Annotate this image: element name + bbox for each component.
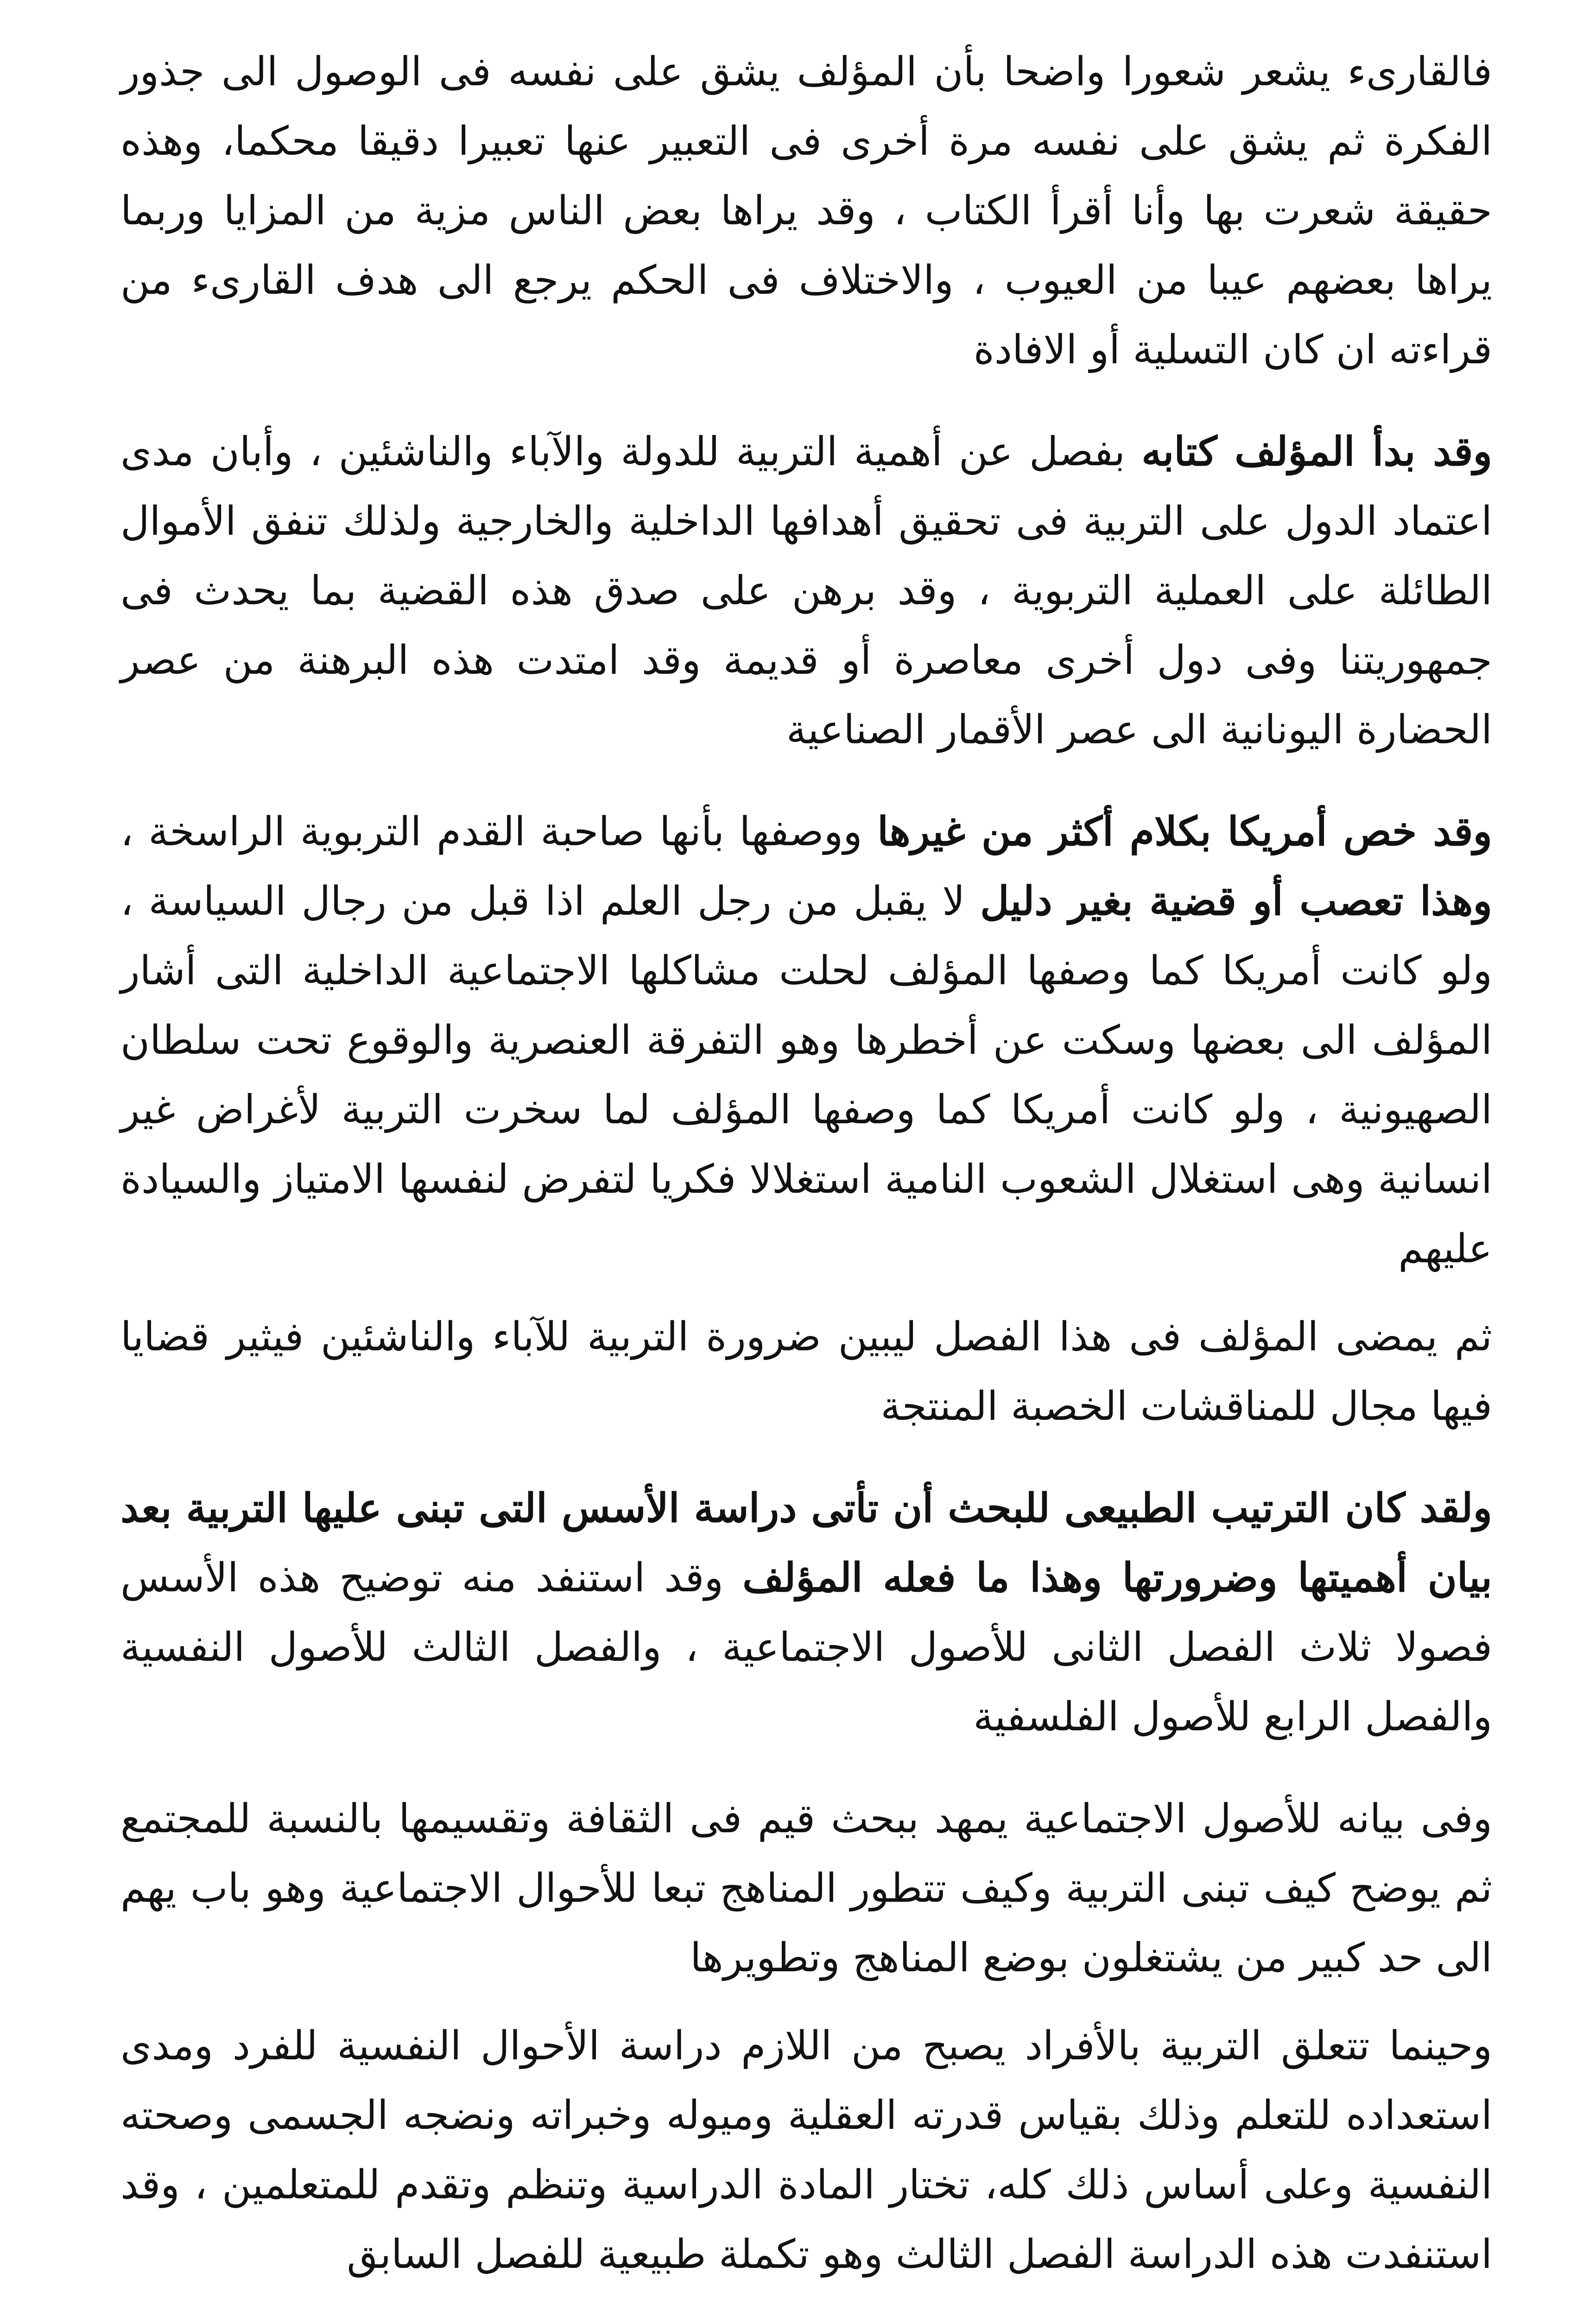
paragraph-3-lead-2: وهذا تعصب أو قضية بغير دليل <box>980 878 1492 924</box>
paragraph-2 <box>120 417 1492 765</box>
paragraph-6-text: وفى بيانه للأصول الاجتماعية يمهد ببحث قيم فى الثقافة وتقسيمها بالنسبة للمجتمع ثم يوضح كيف تبنى التربية وكيف تتطور المناهج تبعا للأحوال الاجتماعية وهو باب يهم الى حد كبير من يشتغلون بوضع المناهج وتطويرها <box>120 1796 1492 1981</box>
paragraph-5 <box>120 1474 1492 1752</box>
paragraph-3-text-2: لا يقبل من رجل العلم اذا قبل من رجال السياسة ، ولو كانت أمريكا كما وصفها المؤلف لحلت مشاكلها الاجتماعية الداخلية التى أشار المؤلف الى بعضها وسكت عن أخطرها وهو التفرقة العنصرية والوقوع تحت سلطان الصهيونية ، ولو كانت أمريكا كما وصفها المؤلف لما سخرت التربية لأغراض غير انسانية وهى استغلال الشعوب النامية استغلالا فكريا لتفرض لنفسها الامتياز والسيادة عليهم <box>120 878 1492 1272</box>
paragraph-3-text: ووصفها بأنها صاحبة القدم التربوية الراسخة ، <box>120 809 878 855</box>
paragraph-3-lead: وقد خص أمريكا بكلام أكثر من غيرها <box>877 808 1492 855</box>
paragraph-2-lead: وقد بدأ المؤلف كتابه <box>1141 428 1492 475</box>
paragraph-6 <box>120 1784 1492 1993</box>
document-page <box>120 37 1492 2317</box>
paragraph-4-text: ثم يمضى المؤلف فى هذا الفصل ليبين ضرورة التربية للآباء والناشئين فيثير قضايا فيها مجال للمناقشات الخصبة المنتجة <box>120 1314 1492 1430</box>
paragraph-1-text: فالقارىء يشعر شعورا واضحا بأن المؤلف يشق على نفسه فى الوصول الى جذور الفكرة ثم يشق على نفسه مرة أخرى فى التعبير عنها تعبيرا دقيقا محكما، وهذه حقيقة شعرت بها وأنا أقرأ الكتاب ، وقد يراها بعض الناس مزية من المزايا وربما يراها بعضهم عيبا من العيوب ، والاختلاف فى الحكم يرجع الى هدف القارىء من قراءته ان كان التسلية أو الافادة <box>120 49 1492 373</box>
paragraph-5-text: وقد استنفد منه توضيح هذه الأسس فصولا ثلاث الفصل الثانى للأصول الاجتماعية ، والفصل الثالث للأصول النفسية والفصل الرابع للأصول الفلسفية <box>120 1555 1492 1740</box>
paragraph-2-text: بفصل عن أهمية التربية للدولة والآباء والناشئين ، وأبان مدى اعتماد الدول على التربية فى تحقيق أهدافها الداخلية والخارجية ولذلك تنفق الأموال الطائلة على العملية التربوية ، وقد برهن على صدق هذه القضية بما يحدث فى جمهوريتنا وفى دول أخرى معاصرة أو قديمة وقد امتدت هذه البرهنة من عصر الحضارة اليونانية الى عصر الأقمار الصناعية <box>120 429 1492 753</box>
paragraph-1 <box>120 37 1492 385</box>
paragraph-4 <box>120 1302 1492 1441</box>
paragraph-5-lead: ولقد كان الترتيب الطبيعى للبحث أن تأتى دراسة الأسس التى تبنى عليها التربية بعد بيان أهميتها وضرورتها وهذا ما فعله المؤلف <box>120 1485 1492 1601</box>
paragraph-3 <box>120 797 1492 1284</box>
paragraph-7-text: وحينما تتعلق التربية بالأفراد يصبح من اللازم دراسة الأحوال النفسية للفرد ومدى استعداده للتعلم وذلك بقياس قدرته العقلية وميوله وخبراته ونضجه الجسمى وصحته النفسية وعلى أساس ذلك كله، تختار المادة الدراسية وتنظم وتقدم للمتعلمين ، وقد استنفدت هذه الدراسة الفصل الثالث وهو تكملة طبيعية للفصل السابق <box>120 2023 1492 2278</box>
paragraph-7 <box>120 2011 1492 2289</box>
